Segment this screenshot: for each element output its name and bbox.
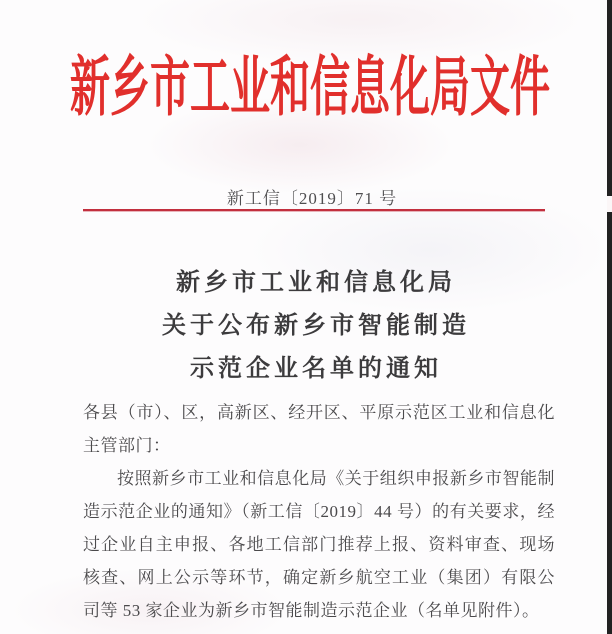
body-paragraph: 按照新乡市工业和信息化局《关于组织申报新乡市智能制造示范企业的通知》（新工信〔2019〕44 号）的有关要求，经过企业自主申报、各地工信部门推荐上报、资料审查、现场核查、网上公示等环节，确定新乡航空工业（集团）有限公司等 53 家企业为新乡市智能制造示范企业（名单见附件）。 xyxy=(83,469,555,620)
red-divider-rule xyxy=(83,209,545,211)
document-title xyxy=(10,262,612,391)
document-body xyxy=(83,396,555,627)
title-line-3: 示范企业名单的通知 xyxy=(190,356,442,382)
title-line-2: 关于公布新乡市智能制造 xyxy=(162,313,470,339)
title-line-1: 新乡市工业和信息化局 xyxy=(176,270,456,296)
salutation: 各县（市）、区，高新区、经开区、平原示范区工业和信息化主管部门： xyxy=(83,403,555,455)
red-header-banner: 新乡市工业和信息化局文件 xyxy=(70,50,550,124)
document-number: 新工信〔2019〕71 号 xyxy=(226,189,398,208)
